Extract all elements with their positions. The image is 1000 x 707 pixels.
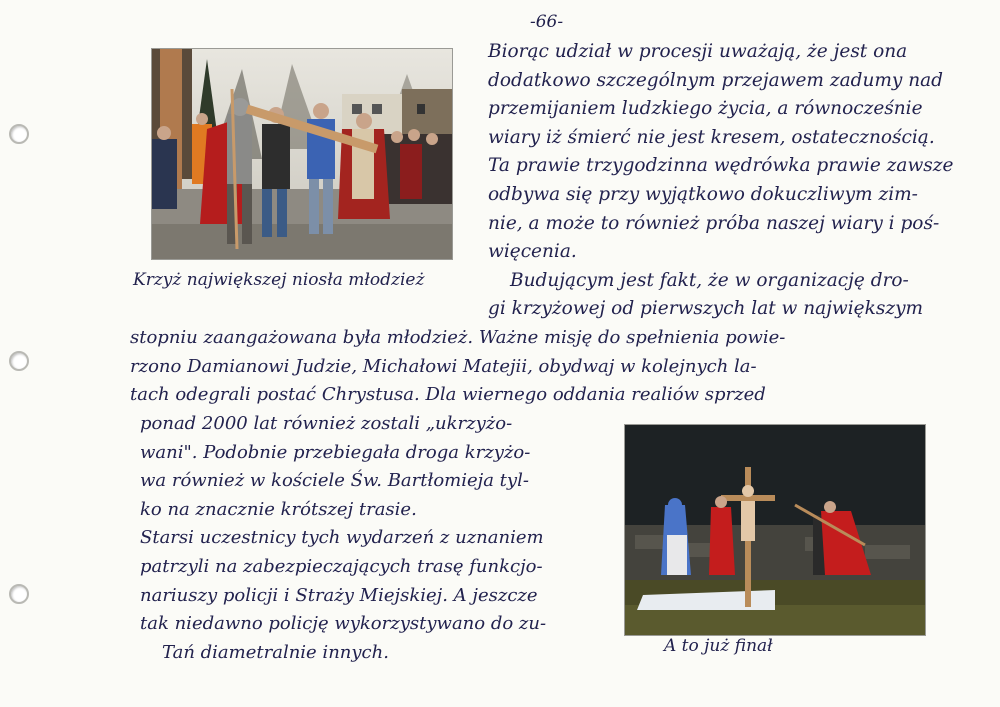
procession-photo-image xyxy=(152,49,452,259)
paragraph-top xyxy=(488,38,953,324)
photo-caption-procession: Krzyż największej niosła młodzież xyxy=(133,270,425,290)
procession-photo xyxy=(151,48,453,260)
text-line: ponad 2000 lat również zostali „ukrzyżo- xyxy=(140,413,513,434)
text-line: Budującym jest fakt, że w organizację dro- xyxy=(510,269,909,291)
text-line: tak niedawno policję wykorzystywano do zu- xyxy=(140,613,547,635)
text-line: patrzyli na zabezpieczających trasę funkcjo- xyxy=(140,555,543,577)
paragraph-wide xyxy=(130,324,785,410)
text-line: Starsi uczestnicy tych wydarzeń z uznaniem xyxy=(140,527,544,549)
text-line: Biorąc udział w procesji uważają, że jest ona xyxy=(488,41,908,62)
text-line: rzono Damianowi Judzie, Michałowi Matejii, obydwaj w kolejnych la- xyxy=(130,355,757,377)
page-number: -66- xyxy=(530,12,564,32)
text-line: więcenia. xyxy=(488,241,577,263)
finale-photo-image xyxy=(625,425,925,635)
text-line: wani". Podobnie przebiegała droga krzyżo- xyxy=(140,441,531,463)
text-line: nariuszy policji i Straży Miejskiej. A jeszcze xyxy=(140,584,538,606)
text-line: Ta prawie trzygodzinna wędrówka prawie zawsze xyxy=(488,155,954,177)
text-line: przemijaniem ludzkiego życia, a równocześnie xyxy=(488,98,923,120)
text-line: odbywa się przy wyjątkowo dokuczliwym zim- xyxy=(488,183,918,205)
text-line: nie, a może to również próba naszej wiary i poś- xyxy=(488,212,940,234)
binder-hole xyxy=(9,124,29,144)
text-line: Tań diametralnie innych. xyxy=(162,641,389,663)
text-line: wiary iż śmierć nie jest kresem, ostatecznością. xyxy=(488,126,935,148)
binder-hole xyxy=(9,584,29,604)
text-line: tach odegrali postać Chrystusa. Dla wiernego oddania realiów sprzed xyxy=(130,384,766,406)
text-line: dodatkowo szczególnym przejawem zadumy nad xyxy=(488,69,944,91)
text-line: gi krzyżowej od pierwszych lat w największym xyxy=(488,298,924,320)
text-line: wa również w kościele Św. Bartłomieja tyl- xyxy=(140,470,529,492)
text-line: stopniu zaangażowana była młodzież. Ważne misję do spełnienia powie- xyxy=(130,327,786,348)
text-line: ko na znacznie krótszej trasie. xyxy=(140,498,417,520)
paragraph-left xyxy=(140,410,546,667)
finale-photo xyxy=(624,424,926,636)
photo-caption-finale: A to już finał xyxy=(664,636,773,656)
binder-hole xyxy=(9,351,29,371)
